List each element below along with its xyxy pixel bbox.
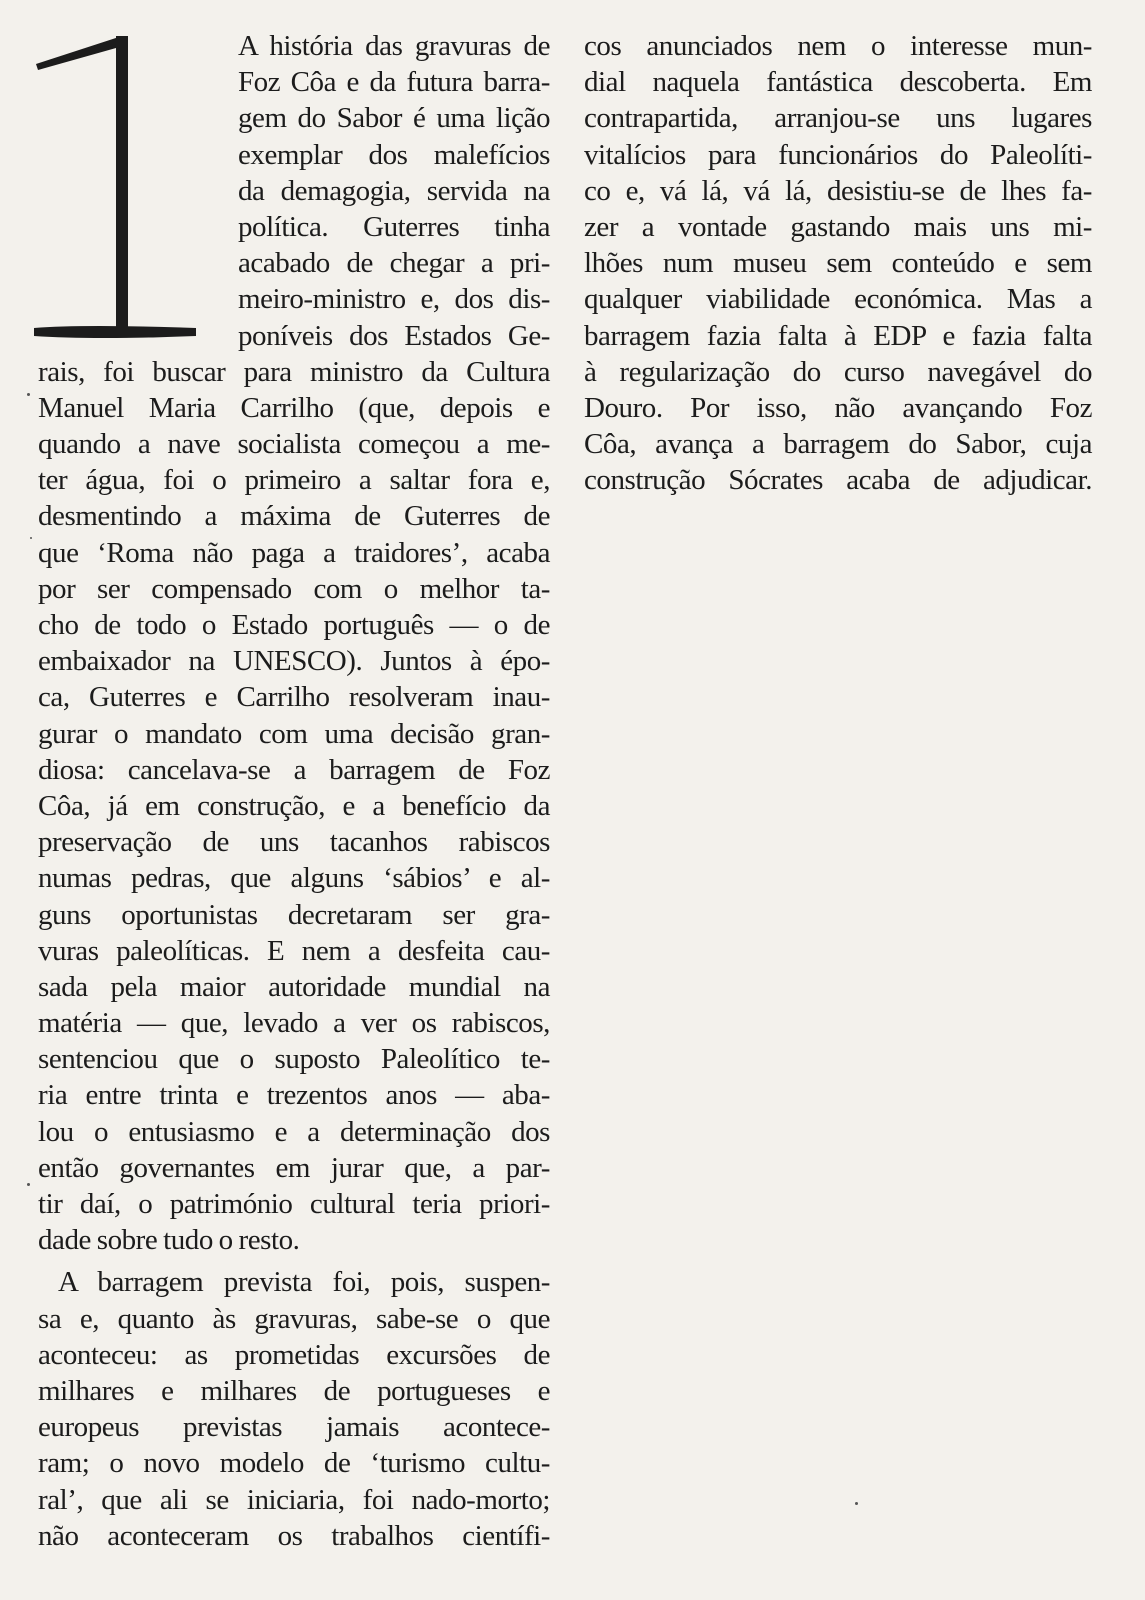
print-speck — [27, 1183, 30, 1186]
text-line: Côa, já em construção, e a benefício da — [38, 789, 550, 822]
text-line: dade sobre tudo o resto. — [38, 1224, 300, 1257]
text-line: meiro-ministro e, dos dis- — [238, 283, 550, 316]
text-line: rais, foi buscar para ministro da Cultura — [38, 355, 550, 388]
text-line: ca, Guterres e Carrilho resolveram inau- — [38, 681, 550, 714]
print-speck — [855, 1502, 858, 1505]
print-speck — [27, 393, 30, 396]
text-line: qualquer viabilidade económica. Mas a — [584, 283, 1092, 316]
text-line: política. Guterres tinha — [238, 210, 550, 243]
text-line: aconteceu: as prometidas excursões de — [38, 1338, 550, 1371]
text-line: por ser compensado com o melhor ta- — [38, 572, 550, 605]
text-line: sentenciou que o suposto Paleolítico te- — [38, 1043, 550, 1076]
text-line: gem do Sabor é uma lição — [238, 102, 550, 135]
text-line: que ‘Roma não paga a traidores’, acaba — [38, 536, 550, 569]
text-line: lhões num museu sem conteúdo e sem — [584, 247, 1092, 280]
text-line: europeus previstas jamais acontece- — [38, 1411, 550, 1444]
text-line: não aconteceram os trabalhos científi- — [38, 1519, 550, 1552]
text-line: barragem fazia falta à EDP e fazia falta — [584, 319, 1092, 352]
right-column — [584, 28, 1092, 498]
text-line: acabado de chegar a pri- — [238, 247, 550, 280]
text-line: sada pela maior autoridade mundial na — [38, 970, 550, 1003]
text-line: zer a vontade gastando mais uns mi- — [584, 210, 1092, 243]
text-line: à regularização do curso navegável do — [584, 355, 1092, 388]
text-line: quando a nave socialista começou a me- — [38, 428, 550, 461]
text-line: tir daí, o património cultural teria priori- — [38, 1188, 550, 1220]
text-line: cho de todo o Estado português — o de — [38, 609, 550, 641]
text-line: construção Sócrates acaba de adjudicar. — [584, 464, 1092, 497]
text-line: A barragem prevista foi, pois, suspen- — [58, 1266, 550, 1299]
left-column — [38, 28, 550, 1554]
text-line: embaixador na UNESCO). Juntos à épo- — [38, 645, 550, 678]
text-line: então governantes em jurar que, a par- — [38, 1151, 550, 1184]
text-line: exemplar dos malefícios — [238, 138, 550, 171]
text-line: ram; o novo modelo de ‘turismo cultu- — [38, 1447, 550, 1480]
text-line: Douro. Por isso, não avançando Foz — [584, 391, 1092, 424]
text-line: lou o entusiasmo e a determinação dos — [38, 1115, 550, 1148]
text-line: sa e, quanto às gravuras, sabe-se o que — [38, 1302, 550, 1335]
text-line: numas pedras, que alguns ‘sábios’ e al- — [38, 862, 550, 895]
text-line: cos anunciados nem o interesse mun- — [584, 30, 1092, 62]
text-line: A história das gravuras de — [238, 30, 550, 62]
text-line: dial naquela fantástica descoberta. Em — [584, 66, 1092, 99]
text-line: Manuel Maria Carrilho (que, depois e — [38, 391, 550, 424]
text-line: gurar o mandato com uma decisão gran- — [38, 717, 550, 750]
text-line: milhares e milhares de portugueses e — [38, 1374, 550, 1407]
text-line: diosa: cancelava-se a barragem de Foz — [38, 753, 550, 786]
text-line: matéria — que, levado a ver os rabiscos, — [38, 1007, 550, 1040]
text-line: desmentindo a máxima de Guterres de — [38, 500, 550, 533]
text-line: ter água, foi o primeiro a saltar fora e, — [38, 464, 550, 497]
text-line: vuras paleolíticas. E nem a desfeita cau- — [38, 934, 550, 967]
text-line: vitalícios para funcionários do Paleolíti- — [584, 138, 1092, 171]
text-line: preservação de uns tacanhos rabiscos — [38, 826, 550, 859]
print-speck — [30, 537, 32, 539]
text-line: ria entre trinta e trezentos anos — aba- — [38, 1079, 550, 1112]
text-line: Côa, avança a barragem do Sabor, cuja — [584, 428, 1092, 461]
text-line: contrapartida, arranjou-se uns lugares — [584, 102, 1092, 135]
text-line: poníveis dos Estados Ge- — [238, 319, 550, 352]
text-line: da demagogia, servida na — [238, 174, 550, 207]
text-line: guns oportunistas decretaram ser gra- — [38, 898, 550, 931]
text-line: Foz Côa e da futura barra- — [238, 66, 550, 99]
text-line: ral’, que ali se iniciaria, foi nado-morto; — [38, 1483, 550, 1516]
text-line: co e, vá lá, vá lá, desistiu-se de lhes fa- — [584, 174, 1092, 207]
